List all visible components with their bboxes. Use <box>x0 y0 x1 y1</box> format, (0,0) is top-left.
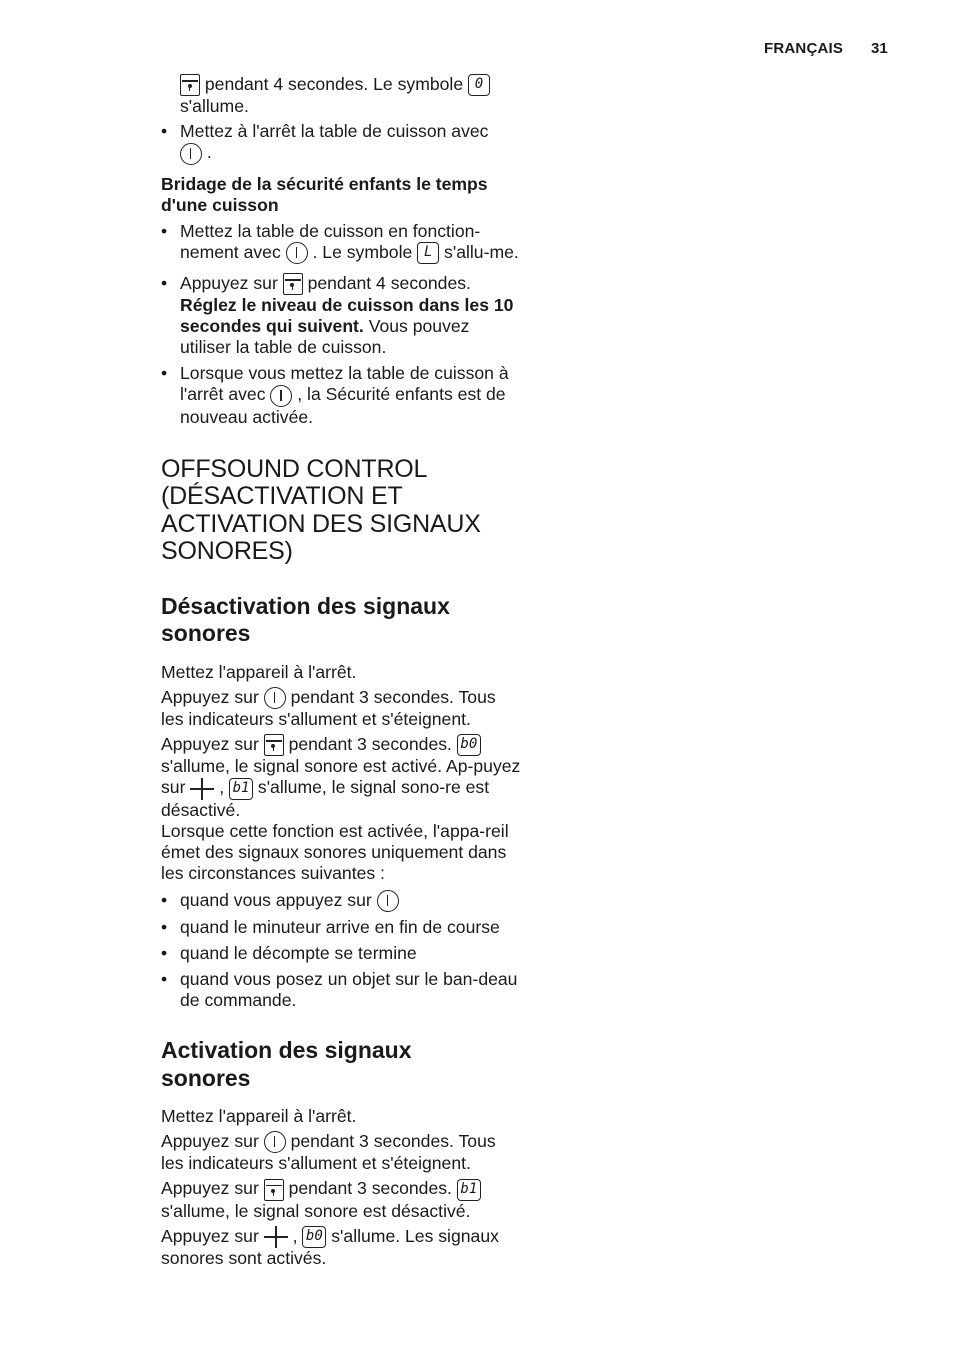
list-item <box>161 273 521 358</box>
power-icon <box>377 890 399 912</box>
list-item <box>161 121 521 164</box>
list-item: • quand le décompte se termine <box>161 943 521 964</box>
display-b1-icon: b1 <box>457 1179 481 1201</box>
deactivation-p4: Lorsque cette fonction est activée, l'appa-reil émet des signaux sonores uniquement dans les circonstances suivantes : <box>161 820 509 883</box>
activation-p1: Mettez l'appareil à l'arrêt. <box>161 1106 357 1127</box>
override-b1-mid: . Le symbole <box>307 241 418 262</box>
activation-p3 <box>161 1178 521 1221</box>
override-b3-post: , la Sécurité enfants est de nouveau activée. <box>180 384 506 427</box>
lock-icon <box>180 74 200 96</box>
activation-p4-post: s'allume. Les signaux sonores sont activés. <box>161 1225 499 1269</box>
power-icon <box>286 242 308 264</box>
display-b0-icon: b0 <box>302 1226 326 1248</box>
deactivation-p3 <box>161 734 521 821</box>
deactivation-p3-pre: Appuyez sur <box>161 734 264 755</box>
override-b2-post: pendant 4 secondes. <box>302 273 471 294</box>
display-L-icon: L <box>417 242 439 264</box>
deactivation-p3-tail: s'allume, le signal sono-re est désactivé. <box>161 777 490 820</box>
list-item <box>161 363 521 427</box>
intro-list <box>161 121 521 164</box>
plus-icon <box>190 778 214 800</box>
power-icon <box>264 687 286 709</box>
deactivation-heading: Désactivation des signaux sonores <box>161 592 450 647</box>
power-icon <box>270 385 292 407</box>
lock-icon <box>264 1179 284 1201</box>
intro-text-2: s'allume. <box>180 96 249 117</box>
activation-p4 <box>161 1226 521 1269</box>
list-item <box>161 221 521 264</box>
intro-bullet-text: Mettez à l'arrêt la table de cuisson avec <box>180 121 489 142</box>
offsound-title: OFFSOUND CONTROL (DÉSACTIVATION ET ACTIVATION DES SIGNAUX SONORES) <box>161 454 481 566</box>
page-header <box>0 38 954 60</box>
display-b1-icon: b1 <box>229 778 253 800</box>
intro-continuation <box>161 74 521 117</box>
activation-heading: Activation des signaux sonores <box>161 1037 412 1091</box>
page-number: 31 <box>871 40 888 57</box>
deactivation-list-first: quand vous appuyez sur <box>180 889 377 910</box>
lock-icon <box>283 273 303 295</box>
override-b2-tail: Vous pouvez utiliser la table de cuisson. <box>180 316 470 358</box>
power-icon <box>180 143 202 165</box>
deactivation-p3-comma: , <box>214 777 230 798</box>
deactivation-p3-post: s'allume, le signal sonore est activé. Ap-puyez sur <box>161 756 521 798</box>
override-heading: Bridage de la sécurité enfants le temps d'une cuisson <box>161 173 488 215</box>
activation-p4-comma: , <box>287 1225 303 1246</box>
plus-icon <box>264 1226 288 1248</box>
lock-icon <box>264 734 284 756</box>
override-b2-pre: Appuyez sur <box>180 273 283 294</box>
override-list <box>161 221 521 428</box>
deactivation-list <box>161 890 521 1011</box>
activation-p4-pre: Appuyez sur <box>161 1225 264 1246</box>
deactivation-p2-post: pendant 3 secondes. Tous les indicateurs s'allument et s'éteignent. <box>161 686 496 730</box>
content-column <box>161 74 521 1269</box>
deactivation-p3-mid: pendant 3 secondes. <box>283 734 457 755</box>
activation-p2-post: pendant 3 secondes. Tous les indicateurs s'allument et s'éteignent. <box>161 1131 496 1174</box>
intro-text-1: pendant 4 secondes. Le symbole <box>200 74 468 94</box>
list-item: • quand le minuteur arrive en fin de course <box>161 917 521 938</box>
deactivation-p2 <box>161 687 521 730</box>
activation-p3-pre: Appuyez sur <box>161 1178 264 1199</box>
activation-p3-post: s'allume, le signal sonore est désactivé. <box>161 1200 471 1221</box>
activation-p2-pre: Appuyez sur <box>161 1131 264 1152</box>
intro-bullet-end: . <box>202 142 212 163</box>
override-b3-pre: Lorsque vous mettez la table de cuisson à l'arrêt avec <box>180 363 509 405</box>
language-label: FRANÇAIS <box>764 40 844 57</box>
override-b1-pre: Mettez la table de cuisson en fonction-nement avec <box>180 220 481 262</box>
activation-p3-mid: pendant 3 secondes. <box>283 1178 457 1199</box>
list-item <box>161 890 521 912</box>
deactivation-p1: Mettez l'appareil à l'arrêt. <box>161 661 357 682</box>
deactivation-p2-pre: Appuyez sur <box>161 686 264 707</box>
override-b2-bold: Réglez le niveau de cuisson dans les 10 secondes qui suivent. <box>180 295 514 337</box>
display-0-icon: 0 <box>468 74 490 96</box>
power-icon <box>264 1131 286 1153</box>
list-item: • quand vous posez un objet sur le ban-deau de commande. <box>161 969 521 1011</box>
activation-p2 <box>161 1131 521 1174</box>
display-b0-icon: b0 <box>457 734 481 756</box>
override-b1-post: s'allu-me. <box>439 241 519 262</box>
